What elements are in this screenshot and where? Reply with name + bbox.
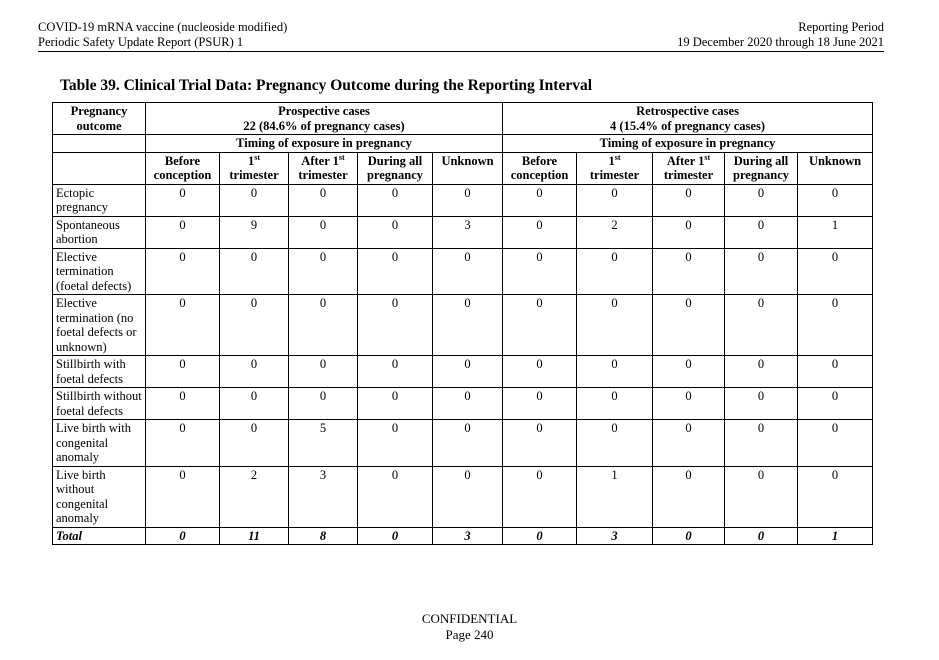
column-header: After 1st trimester	[289, 152, 358, 184]
count-cell: 0	[146, 388, 220, 420]
count-cell: 0	[577, 356, 653, 388]
outcome-label: Ectopic pregnancy	[53, 184, 146, 216]
outcome-header: Pregnancy outcome	[53, 103, 146, 135]
count-cell: 0	[503, 420, 577, 467]
count-cell: 0	[653, 388, 725, 420]
count-cell: 0	[725, 184, 798, 216]
count-cell: 0	[289, 295, 358, 356]
count-cell: 3	[289, 466, 358, 527]
table-row	[53, 420, 873, 467]
count-cell: 0	[503, 248, 577, 295]
reporting-period-dates: 19 December 2020 through 18 June 2021	[677, 35, 884, 49]
count-cell: 0	[725, 356, 798, 388]
count-cell: 0	[146, 527, 220, 545]
column-header: Unknown	[798, 152, 873, 184]
count-cell: 1	[798, 216, 873, 248]
count-cell: 0	[798, 184, 873, 216]
count-cell: 0	[798, 388, 873, 420]
count-cell: 0	[577, 248, 653, 295]
count-cell: 0	[146, 216, 220, 248]
count-cell: 3	[433, 216, 503, 248]
count-cell: 0	[503, 466, 577, 527]
count-cell: 0	[433, 420, 503, 467]
count-cell: 0	[146, 248, 220, 295]
retrospective-header: Retrospective cases 4 (15.4% of pregnancy cases)	[503, 103, 873, 135]
column-header: 1st trimester	[220, 152, 289, 184]
count-cell: 0	[725, 295, 798, 356]
count-cell: 9	[220, 216, 289, 248]
count-cell: 0	[433, 356, 503, 388]
count-cell: 0	[358, 184, 433, 216]
count-cell: 0	[289, 216, 358, 248]
confidential-label: CONFIDENTIAL	[421, 611, 518, 626]
count-cell: 0	[433, 295, 503, 356]
column-header: Before conception	[503, 152, 577, 184]
count-cell: 8	[289, 527, 358, 545]
count-cell: 0	[798, 295, 873, 356]
report-name: Periodic Safety Update Report (PSUR) 1	[38, 35, 244, 49]
table-row	[53, 248, 873, 295]
column-header: During all pregnancy	[725, 152, 798, 184]
count-cell: 3	[577, 527, 653, 545]
count-cell: 0	[577, 420, 653, 467]
count-cell: 5	[289, 420, 358, 467]
count-cell: 0	[220, 248, 289, 295]
count-cell: 0	[653, 216, 725, 248]
count-cell: 0	[289, 388, 358, 420]
count-cell: 0	[358, 356, 433, 388]
outcome-label: Stillbirth without foetal defects	[53, 388, 146, 420]
reporting-period-label: Reporting Period	[798, 20, 884, 34]
count-cell: 0	[358, 466, 433, 527]
count-cell: 0	[503, 295, 577, 356]
count-cell: 0	[503, 356, 577, 388]
product-name: COVID-19 mRNA vaccine (nucleoside modified)	[38, 20, 288, 34]
outcome-label: Spontaneous abortion	[53, 216, 146, 248]
count-cell: 0	[433, 388, 503, 420]
count-cell: 0	[289, 356, 358, 388]
count-cell: 0	[433, 248, 503, 295]
count-cell: 0	[577, 184, 653, 216]
count-cell: 0	[503, 388, 577, 420]
outcome-label: Live birth with congenital anomaly	[53, 420, 146, 467]
count-cell: 0	[798, 248, 873, 295]
count-cell: 0	[798, 356, 873, 388]
page-footer	[0, 611, 939, 643]
count-cell: 0	[653, 356, 725, 388]
pregnancy-outcome-table	[52, 102, 873, 545]
count-cell: 0	[577, 295, 653, 356]
outcome-label: Elective termination (foetal defects)	[53, 248, 146, 295]
count-cell: 0	[653, 420, 725, 467]
blank-header-cell	[53, 152, 146, 184]
count-cell: 11	[220, 527, 289, 545]
count-cell: 0	[220, 420, 289, 467]
table-row	[53, 388, 873, 420]
blank-header-cell	[53, 135, 146, 153]
count-cell: 0	[798, 466, 873, 527]
count-cell: 1	[577, 466, 653, 527]
table-row	[53, 295, 873, 356]
count-cell: 0	[653, 295, 725, 356]
count-cell: 0	[433, 184, 503, 216]
prospective-header: Prospective cases 22 (84.6% of pregnancy cases)	[146, 103, 503, 135]
count-cell: 0	[725, 216, 798, 248]
outcome-label: Total	[53, 527, 146, 545]
outcome-label: Elective termination (no foetal defects or unknown)	[53, 295, 146, 356]
column-header: 1st trimester	[577, 152, 653, 184]
count-cell: 0	[220, 295, 289, 356]
total-row	[53, 527, 873, 545]
column-header: Unknown	[433, 152, 503, 184]
count-cell: 0	[358, 388, 433, 420]
retrospective-timing-header: Timing of exposure in pregnancy	[503, 135, 873, 153]
table-row	[53, 184, 873, 216]
count-cell: 0	[798, 420, 873, 467]
table-caption: Table 39. Clinical Trial Data: Pregnancy Outcome during the Reporting Interval	[60, 77, 593, 94]
count-cell: 0	[358, 248, 433, 295]
count-cell: 0	[577, 388, 653, 420]
count-cell: 0	[653, 527, 725, 545]
count-cell: 3	[433, 527, 503, 545]
count-cell: 0	[146, 184, 220, 216]
count-cell: 0	[503, 527, 577, 545]
prospective-timing-header: Timing of exposure in pregnancy	[146, 135, 503, 153]
count-cell: 0	[503, 184, 577, 216]
count-cell: 0	[725, 420, 798, 467]
page-header	[38, 20, 884, 52]
table-row	[53, 216, 873, 248]
count-cell: 0	[146, 466, 220, 527]
count-cell: 0	[653, 184, 725, 216]
count-cell: 0	[220, 184, 289, 216]
count-cell: 0	[220, 388, 289, 420]
count-cell: 0	[433, 466, 503, 527]
count-cell: 0	[220, 356, 289, 388]
column-header: Before conception	[146, 152, 220, 184]
count-cell: 0	[725, 527, 798, 545]
count-cell: 0	[358, 527, 433, 545]
count-cell: 0	[146, 356, 220, 388]
count-cell: 1	[798, 527, 873, 545]
count-cell: 0	[358, 216, 433, 248]
count-cell: 0	[725, 388, 798, 420]
outcome-label: Live birth without congenital anomaly	[53, 466, 146, 527]
count-cell: 0	[358, 420, 433, 467]
count-cell: 0	[503, 216, 577, 248]
count-cell: 0	[653, 466, 725, 527]
column-header: After 1st trimester	[653, 152, 725, 184]
count-cell: 0	[146, 295, 220, 356]
count-cell: 2	[577, 216, 653, 248]
count-cell: 0	[289, 248, 358, 295]
count-cell: 0	[358, 295, 433, 356]
table-row	[53, 466, 873, 527]
column-header: During all pregnancy	[358, 152, 433, 184]
count-cell: 0	[653, 248, 725, 295]
count-cell: 0	[146, 420, 220, 467]
count-cell: 0	[289, 184, 358, 216]
page-number: Page 240	[445, 627, 494, 642]
count-cell: 0	[725, 466, 798, 527]
count-cell: 0	[725, 248, 798, 295]
outcome-label: Stillbirth with foetal defects	[53, 356, 146, 388]
table-row	[53, 356, 873, 388]
count-cell: 2	[220, 466, 289, 527]
